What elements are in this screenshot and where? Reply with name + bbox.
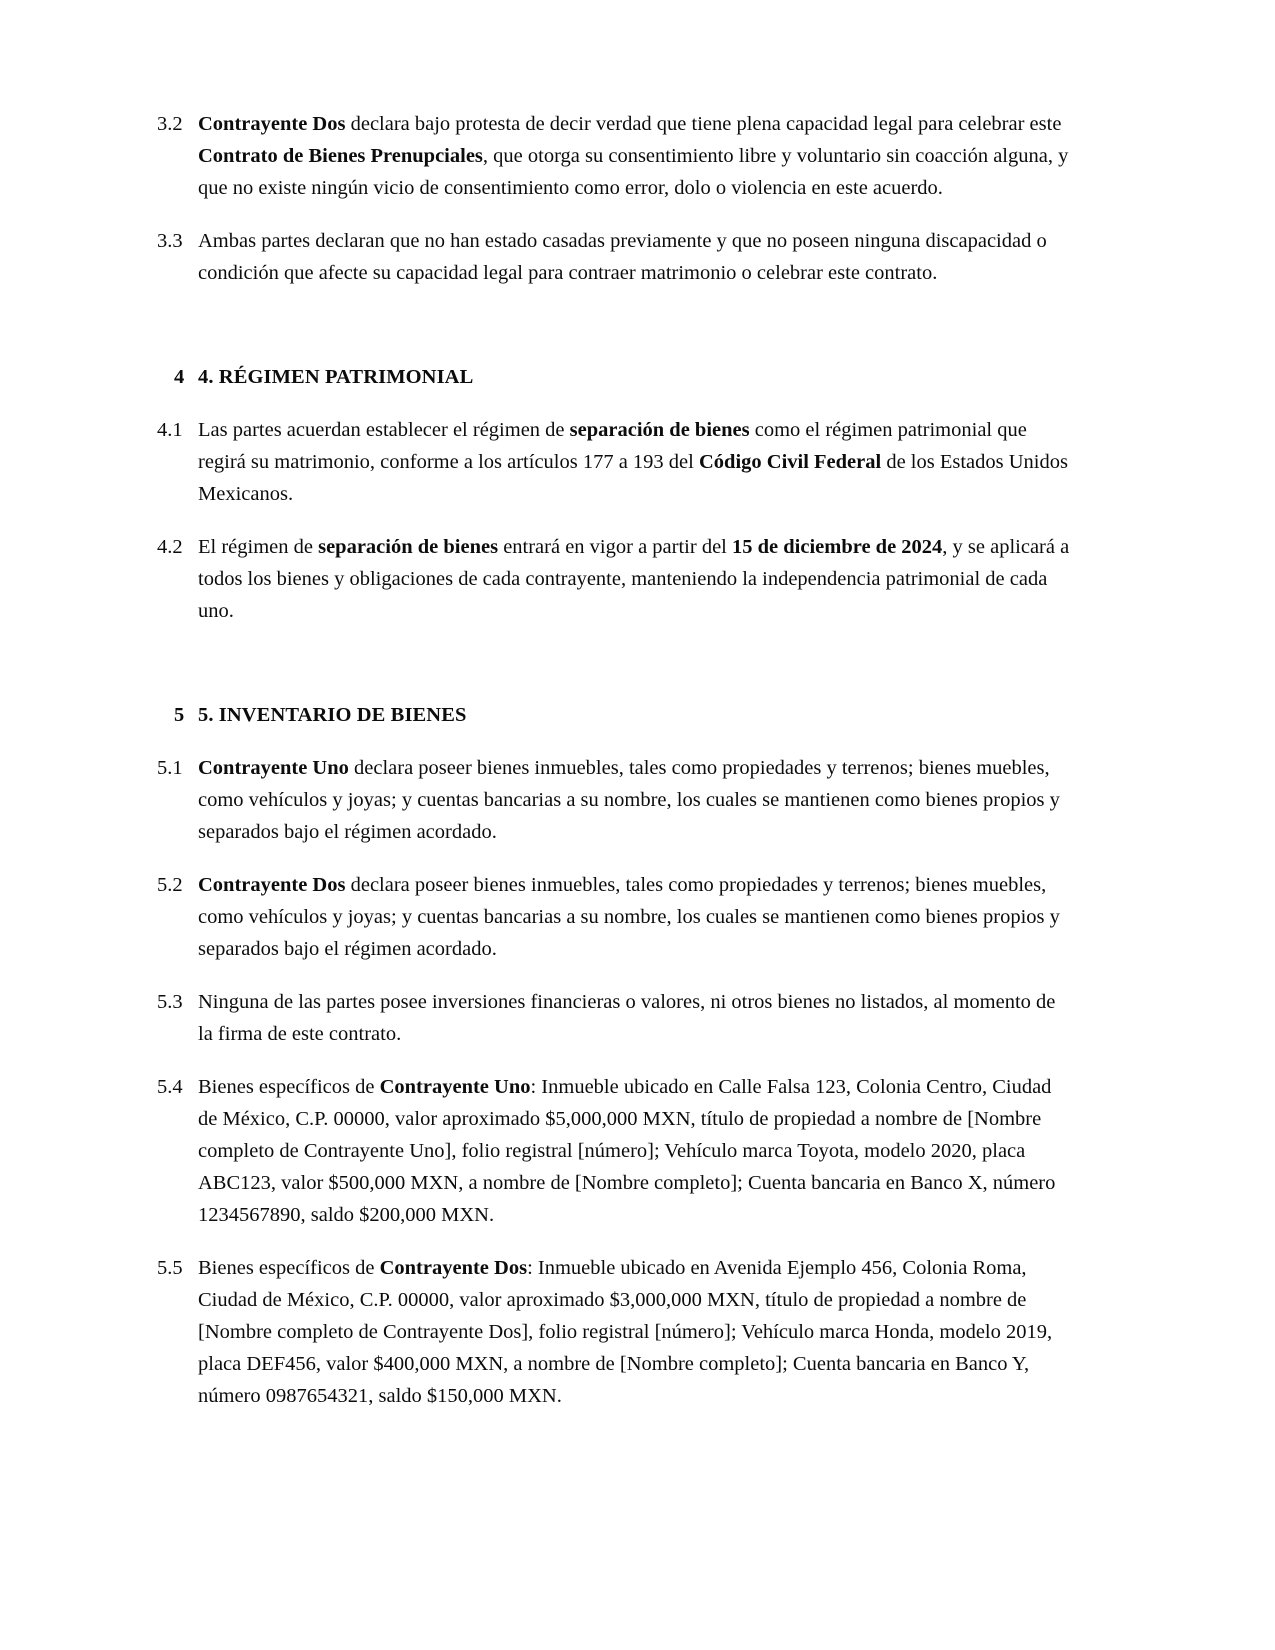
clause-text [198, 869, 1070, 965]
section-heading-number: 5 [174, 704, 185, 726]
clause-4-2 [157, 531, 1070, 627]
clause-text-run: Ambas partes declaran que no han estado casadas previamente y que no poseen ninguna discapacidad o condición que afecte su capacidad legal para contraer matrimonio o celebrar este contrato. [198, 230, 1047, 284]
clause-text-run: : Inmueble ubicado en Avenida Ejemplo 456, Colonia Roma, Ciudad de México, C.P. 00000, valor aproximado $3,000,000 MXN, título de propiedad a nombre de [Nombre completo de Contrayente Dos], folio registral [número]; Vehículo marca Honda, modelo 2019, placa DEF456, valor $400,000 MXN, a nombre de [Nombre completo]; Cuenta bancaria en Banco Y, número 0987654321, saldo $150,000 MXN. [198, 1257, 1053, 1407]
clause-text-emphasis: separación de bienes [569, 419, 750, 441]
clause-number: 5.3 [157, 991, 183, 1013]
clause-text-run: El régimen de [198, 536, 319, 558]
clause-text-emphasis: Contrayente Dos [198, 113, 346, 135]
clause-number: 3.2 [157, 113, 183, 135]
clause-text-emphasis: Contrayente Dos [198, 874, 346, 896]
clause-text [198, 1071, 1070, 1231]
clause-text-run: Bienes específicos de [198, 1257, 380, 1279]
clause-text [198, 108, 1070, 204]
clause-text-run: : Inmueble ubicado en Calle Falsa 123, Colonia Centro, Ciudad de México, C.P. 00000, valor aproximado $5,000,000 MXN, título de propiedad a nombre de [Nombre completo de Contrayente Uno], folio registral [número]; Vehículo marca Toyota, modelo 2020, placa ABC123, valor $500,000 MXN, a nombre de [Nombre completo]; Cuenta bancaria en Banco X, número 1234567890, saldo $200,000 MXN. [198, 1076, 1056, 1226]
clause-5-4 [157, 1071, 1070, 1231]
clause-text-run: declara poseer bienes inmuebles, tales como propiedades y terrenos; bienes muebles, como vehículos y joyas; y cuentas bancarias a su nombre, los cuales se mantienen como bienes propios y separados bajo el régimen acordado. [198, 757, 1060, 843]
clause-5-3 [157, 986, 1070, 1050]
clause-3-3 [157, 225, 1070, 289]
clause-4-1 [157, 414, 1070, 510]
clause-text-run: Bienes específicos de [198, 1076, 380, 1098]
clause-text-emphasis: Contrayente Dos [379, 1257, 528, 1279]
document-body [157, 108, 1070, 1412]
clause-text-emphasis: 15 de diciembre de 2024 [732, 536, 943, 558]
clause-text [198, 225, 1070, 289]
clause-text-run: como el régimen patrimonial que regirá su matrimonio, conforme a los artículos 177 a 193 del [198, 419, 1027, 473]
clause-text-run: declara poseer bienes inmuebles, tales como propiedades y terrenos; bienes muebles, como vehículos y joyas; y cuentas bancarias a su nombre, los cuales se mantienen como bienes propios y separados bajo el régimen acordado. [198, 874, 1060, 960]
clause-text [198, 752, 1070, 848]
clause-text [198, 986, 1070, 1050]
clause-text [198, 531, 1070, 627]
clause-text-run: declara bajo protesta de decir verdad que tiene plena capacidad legal para celebrar este [345, 113, 1062, 135]
clause-5-5 [157, 1252, 1070, 1412]
clause-number: 5.5 [157, 1257, 183, 1279]
clause-number: 5.1 [157, 757, 183, 779]
heading-4 [157, 310, 1070, 414]
clause-text-run: Ninguna de las partes posee inversiones financieras o valores, ni otros bienes no listados, al momento de la firma de este contrato. [198, 991, 1056, 1045]
clause-number: 4.1 [157, 419, 183, 441]
clause-text-run: de los Estados Unidos Mexicanos. [198, 451, 1068, 505]
clause-number: 5.2 [157, 874, 183, 896]
clause-text [198, 414, 1070, 510]
clause-text-run: Las partes acuerdan establecer el régimen de [198, 419, 570, 441]
section-heading-title: 5. INVENTARIO DE BIENES [198, 704, 467, 726]
clause-text-emphasis: separación de bienes [318, 536, 499, 558]
clause-text [198, 1252, 1070, 1412]
clause-text-emphasis: Contrato de Bienes Prenupciales [198, 145, 483, 167]
section-heading-title: 4. RÉGIMEN PATRIMONIAL [198, 366, 474, 388]
clause-text-run: , que otorga su consentimiento libre y voluntario sin coacción alguna, y que no existe ningún vicio de consentimiento como error, dolo o violencia en este acuerdo. [198, 145, 1069, 199]
clause-5-2 [157, 869, 1070, 965]
heading-5 [157, 648, 1070, 752]
clause-number: 5.4 [157, 1076, 183, 1098]
clause-text-emphasis: Contrayente Uno [198, 757, 349, 779]
clause-5-1 [157, 752, 1070, 848]
section-heading-number: 4 [174, 366, 185, 388]
clause-text-run: entrará en vigor a partir del [498, 536, 732, 558]
clause-number: 3.3 [157, 230, 183, 252]
clause-text-emphasis: Contrayente Uno [379, 1076, 531, 1098]
clause-number: 4.2 [157, 536, 183, 558]
clause-text-emphasis: Código Civil Federal [698, 451, 882, 473]
clause-text-run: , y se aplicará a todos los bienes y obligaciones de cada contrayente, manteniendo la independencia patrimonial de cada uno. [198, 536, 1070, 622]
clause-3-2 [157, 108, 1070, 204]
